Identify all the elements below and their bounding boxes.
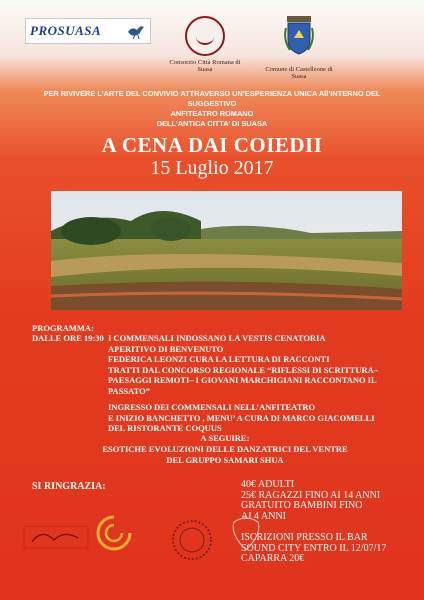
price-line: AI 4 ANNI <box>241 510 286 522</box>
booking-line: SOUND CITY ENTRO IL 12/07/17 <box>241 542 387 554</box>
prosuasa-logo-text: PROSUASA <box>30 23 102 38</box>
sponsor-logo-1 <box>20 516 92 556</box>
programma-item: PAESAGGI REMOTI– I GIOVANI MARCHIGIANI RACCONTANO IL <box>108 375 377 385</box>
prosuasa-logo <box>25 18 151 44</box>
sponsor-logo-2 <box>96 513 132 557</box>
consorzio-logo <box>185 16 225 56</box>
comune-caption: Comune di Castelleone di Suasa <box>265 66 333 80</box>
thanks-label: SI RINGRAZIA: <box>32 481 106 492</box>
comune-crest-icon <box>284 14 314 56</box>
programma-item: I COMMENSALI INDOSSANO LA VESTIS CENATORIA <box>108 333 326 343</box>
consorzio-caption: Consorzio Città Romana di Suasa <box>169 59 241 73</box>
price-line: GRATUITO BAMBINI FINO <box>241 500 363 511</box>
a-seguire-line: ESOTICHE EVOLUZIONI DELLE DANZATRICI DEL VENTRE <box>102 444 348 454</box>
event-date: 15 Luglio 2017 <box>150 157 274 179</box>
programma-label <box>32 323 104 343</box>
sponsor-logo-3 <box>170 518 214 562</box>
programma-item: FEDERICA LEONZI CURA LA LETTURA DI RACCONTI <box>108 354 330 364</box>
programma-time: DALLE ORE 19:30 <box>32 333 104 343</box>
amphitheatre-photo <box>51 191 402 310</box>
programma-item: INGRESSO DEI COMMENSALI NELL’ANFITEATRO <box>108 402 316 412</box>
a-seguire-line: A SEGUIRE: <box>200 433 250 443</box>
sponsor-logo-4 <box>228 514 264 554</box>
bird-icon <box>126 22 146 40</box>
programma-list <box>108 333 408 434</box>
intro-line: DELL’ANTICA CITTA’ DI SUASA <box>156 119 268 128</box>
programma-heading: PROGRAMMA: <box>32 323 94 333</box>
programma-item: TRATTI DAL CONCORSO REGIONALE “RIFLESSI DI SCRITTURA– <box>108 364 379 375</box>
booking-line: ISCRIZIONI PRESSO IL BAR <box>241 532 368 543</box>
intro-line: ANFITEATRO ROMANO <box>170 109 254 118</box>
a-seguire-line: DEL GRUPPO SAMARI SHUA <box>166 455 284 465</box>
a-seguire-block <box>80 433 370 466</box>
programma-item: APERITIVO DI BENVENUTO <box>108 343 224 354</box>
price-line: 40€ ADULTI <box>241 479 295 490</box>
event-title: A CENA DAI COIEDII <box>101 133 323 157</box>
price-line: 25€ RAGAZZI FINO AI 14 ANNI <box>241 489 381 501</box>
programma-item: PASSATO” <box>108 385 151 396</box>
intro-text <box>20 89 404 129</box>
programma-item: DEL RISTORANTE COQUUS <box>108 423 222 433</box>
booking-line: CAPARRA 20€ <box>241 553 305 564</box>
programma-item: E INIZIO BANCHETTO , MENU’ A CURA DI MARCO GIACOMELLI <box>108 412 375 423</box>
intro-line: PER RIVIVERE L’ARTE DEL CONVIVIO ATTRAVERSO UN’ESPERIENZA UNICA All’INTERNO DEL SUGGESTIVO <box>43 89 381 108</box>
